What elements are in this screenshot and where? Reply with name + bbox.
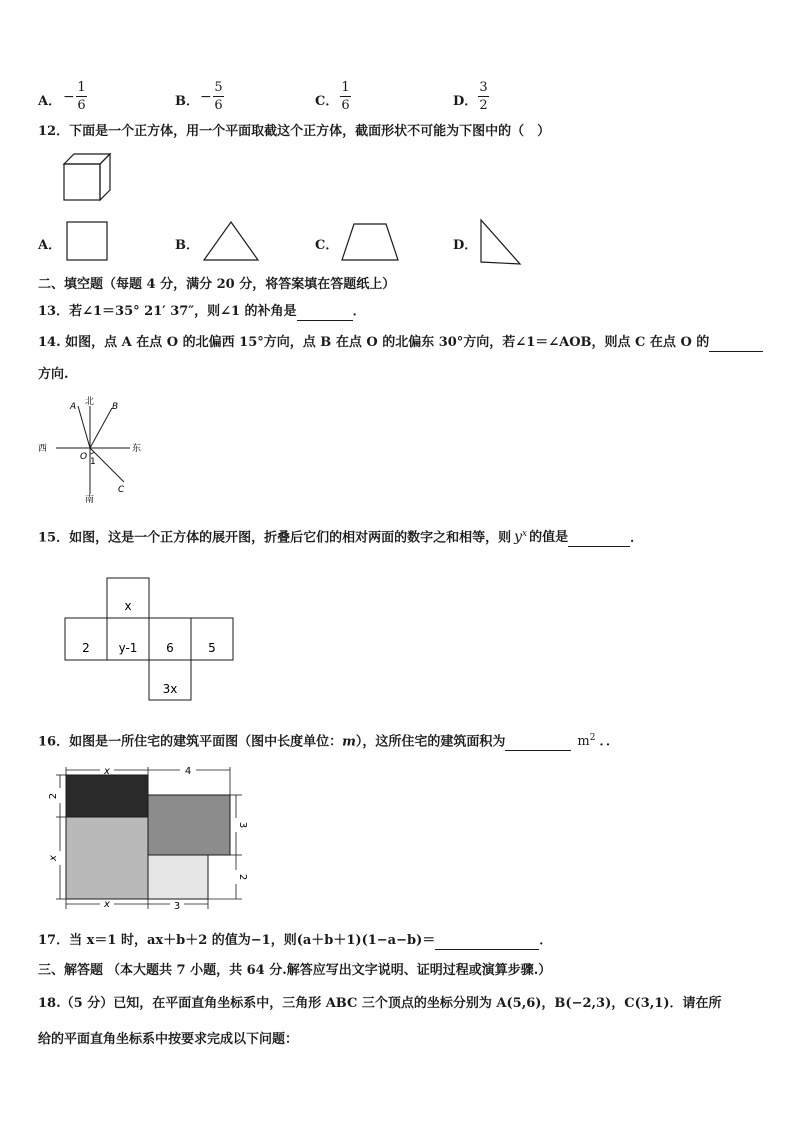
q14-text: 14. 如图，点 A 在点 O 的北偏西 15°方向，点 B 在点 O 的北偏东 30°方向，若∠1＝∠AOB，则点 C 在点 O 的 [38,335,710,350]
q16-unit: m [342,734,356,750]
q16-text-mid: ），这所住宅的建筑面积为 [355,734,506,750]
q15-answer-blank[interactable] [568,546,630,547]
q11-option-a-letter: A． [38,94,62,109]
q15-text: 15．如图，这是一个正方体的展开图，折叠后它们的相对两面的数字之和相等，则 [38,530,512,546]
q14-label-o: O [80,452,88,462]
q17-text: 17．当 x＝1 时，ax＋b＋2 的值为−1，则(a＋b＋1)(1−a−b)＝ [38,933,436,948]
q16-text: 16．如图是一所住宅的建筑平面图（图中长度单位： [38,734,343,750]
q16-unit-m: m [577,734,590,750]
q16-answer-blank[interactable] [505,750,571,751]
q16-line [38,729,619,751]
q18-line-1: 18.（5 分）已知，在平面直角坐标系中，三角形 ABC 三个顶点的坐标分别为 A(5,6)，B(−2,3)，C(3,1)．请在所 [38,996,722,1011]
q14-label-a: A [70,402,77,412]
q15-cell-4: 5 [208,641,216,655]
q15-cell-3: 6 [166,641,174,655]
q15-cell-bottom: 3x [162,682,178,696]
q16-label-x-left: x [48,855,59,861]
q14-label-east: 东 [132,444,142,454]
q14-line-2: 方向. [38,367,69,382]
q16-unit-sup: 2 [589,733,596,743]
q15-line [38,525,643,547]
section-2-title: 二、填空题（每题 4 分，满分 20 分，将答案填在答题纸上） [38,277,396,292]
q16-label-x-bottom: x [104,899,110,910]
q14-label-angle-1: 1 [90,457,96,467]
q16-end: ．． [599,734,619,750]
q12-stem: 12．下面是一个正方体，用一个平面取截这个正方体，截面形状不可能为下图中的（ ） [38,124,551,139]
section-3-heading [38,962,551,980]
q12-option-b-triangle [202,220,260,262]
section-3-desc: （本大题共 7 小题，共 64 分.解答应写出文字说明、证明过程或演算步骤.） [107,963,552,978]
q11-option-d-letter: D． [453,94,478,109]
q14-label-west: 西 [38,444,48,454]
q15-var-y: y [514,529,523,546]
q14-label-b: B [112,402,119,412]
q12-option-c-letter: C． [315,238,339,253]
q15-end: ． [630,530,644,546]
q12-cube-figure [60,152,116,204]
q12-option-c-trapezoid [340,222,400,262]
q12-option-d-right-triangle [478,218,524,266]
q14-label-south: 南 [85,495,95,505]
q15-exponent-x: x [522,529,528,539]
q16-floor-plan [46,763,246,913]
q15-cell-1: 2 [82,641,90,655]
q16-label-two-right: 2 [237,873,248,881]
q16-label-three-right: 3 [237,821,248,829]
q11-option-c-letter: C． [315,94,339,109]
q11-option-a-fraction: 1 6 [77,80,86,113]
q17-line [38,932,552,950]
q18-line-2: 给的平面直角坐标系中按要求完成以下问题： [38,1032,299,1047]
q14-line-1 [38,334,763,352]
q11-option-b-fraction: 5 6 [214,80,223,113]
q11-option-a-sign: − [63,89,75,105]
q13-line [38,303,366,321]
q15-cube-net [64,577,236,703]
q16-label-four: 4 [184,766,192,777]
q12-option-d-letter: D． [453,238,478,253]
q15-text-after: 的值是 [529,530,569,546]
q12-option-b-letter: B． [175,238,199,253]
section-3-title: 三、解答题 [38,963,104,978]
q14-answer-blank[interactable] [709,351,763,352]
q16-label-x-top: x [104,766,110,777]
q16-label-two-left: 2 [48,792,59,800]
q14-label-north: 北 [85,397,95,407]
q16-label-three-bottom: 3 [173,901,181,912]
q11-option-d-fraction: 3 2 [479,80,488,113]
q11-option-b-sign: − [200,89,212,105]
q11-option-c-fraction: 1 6 [341,80,350,113]
q13-text: 13．若∠1＝35° 21′ 37″，则∠1 的补角是 [38,304,297,319]
q15-cell-top: x [124,599,132,613]
q15-cell-2: y-1 [118,641,138,655]
q14-direction-figure [34,392,150,504]
q13-end: ． [352,304,366,319]
q17-end: ． [539,933,553,948]
q12-option-a-square [65,220,109,262]
q13-answer-blank[interactable] [297,320,353,321]
q12-option-a-letter: A． [38,238,62,253]
q14-label-c: C [118,485,125,495]
q17-answer-blank[interactable] [435,949,539,950]
q11-option-b-letter: B． [175,94,199,109]
